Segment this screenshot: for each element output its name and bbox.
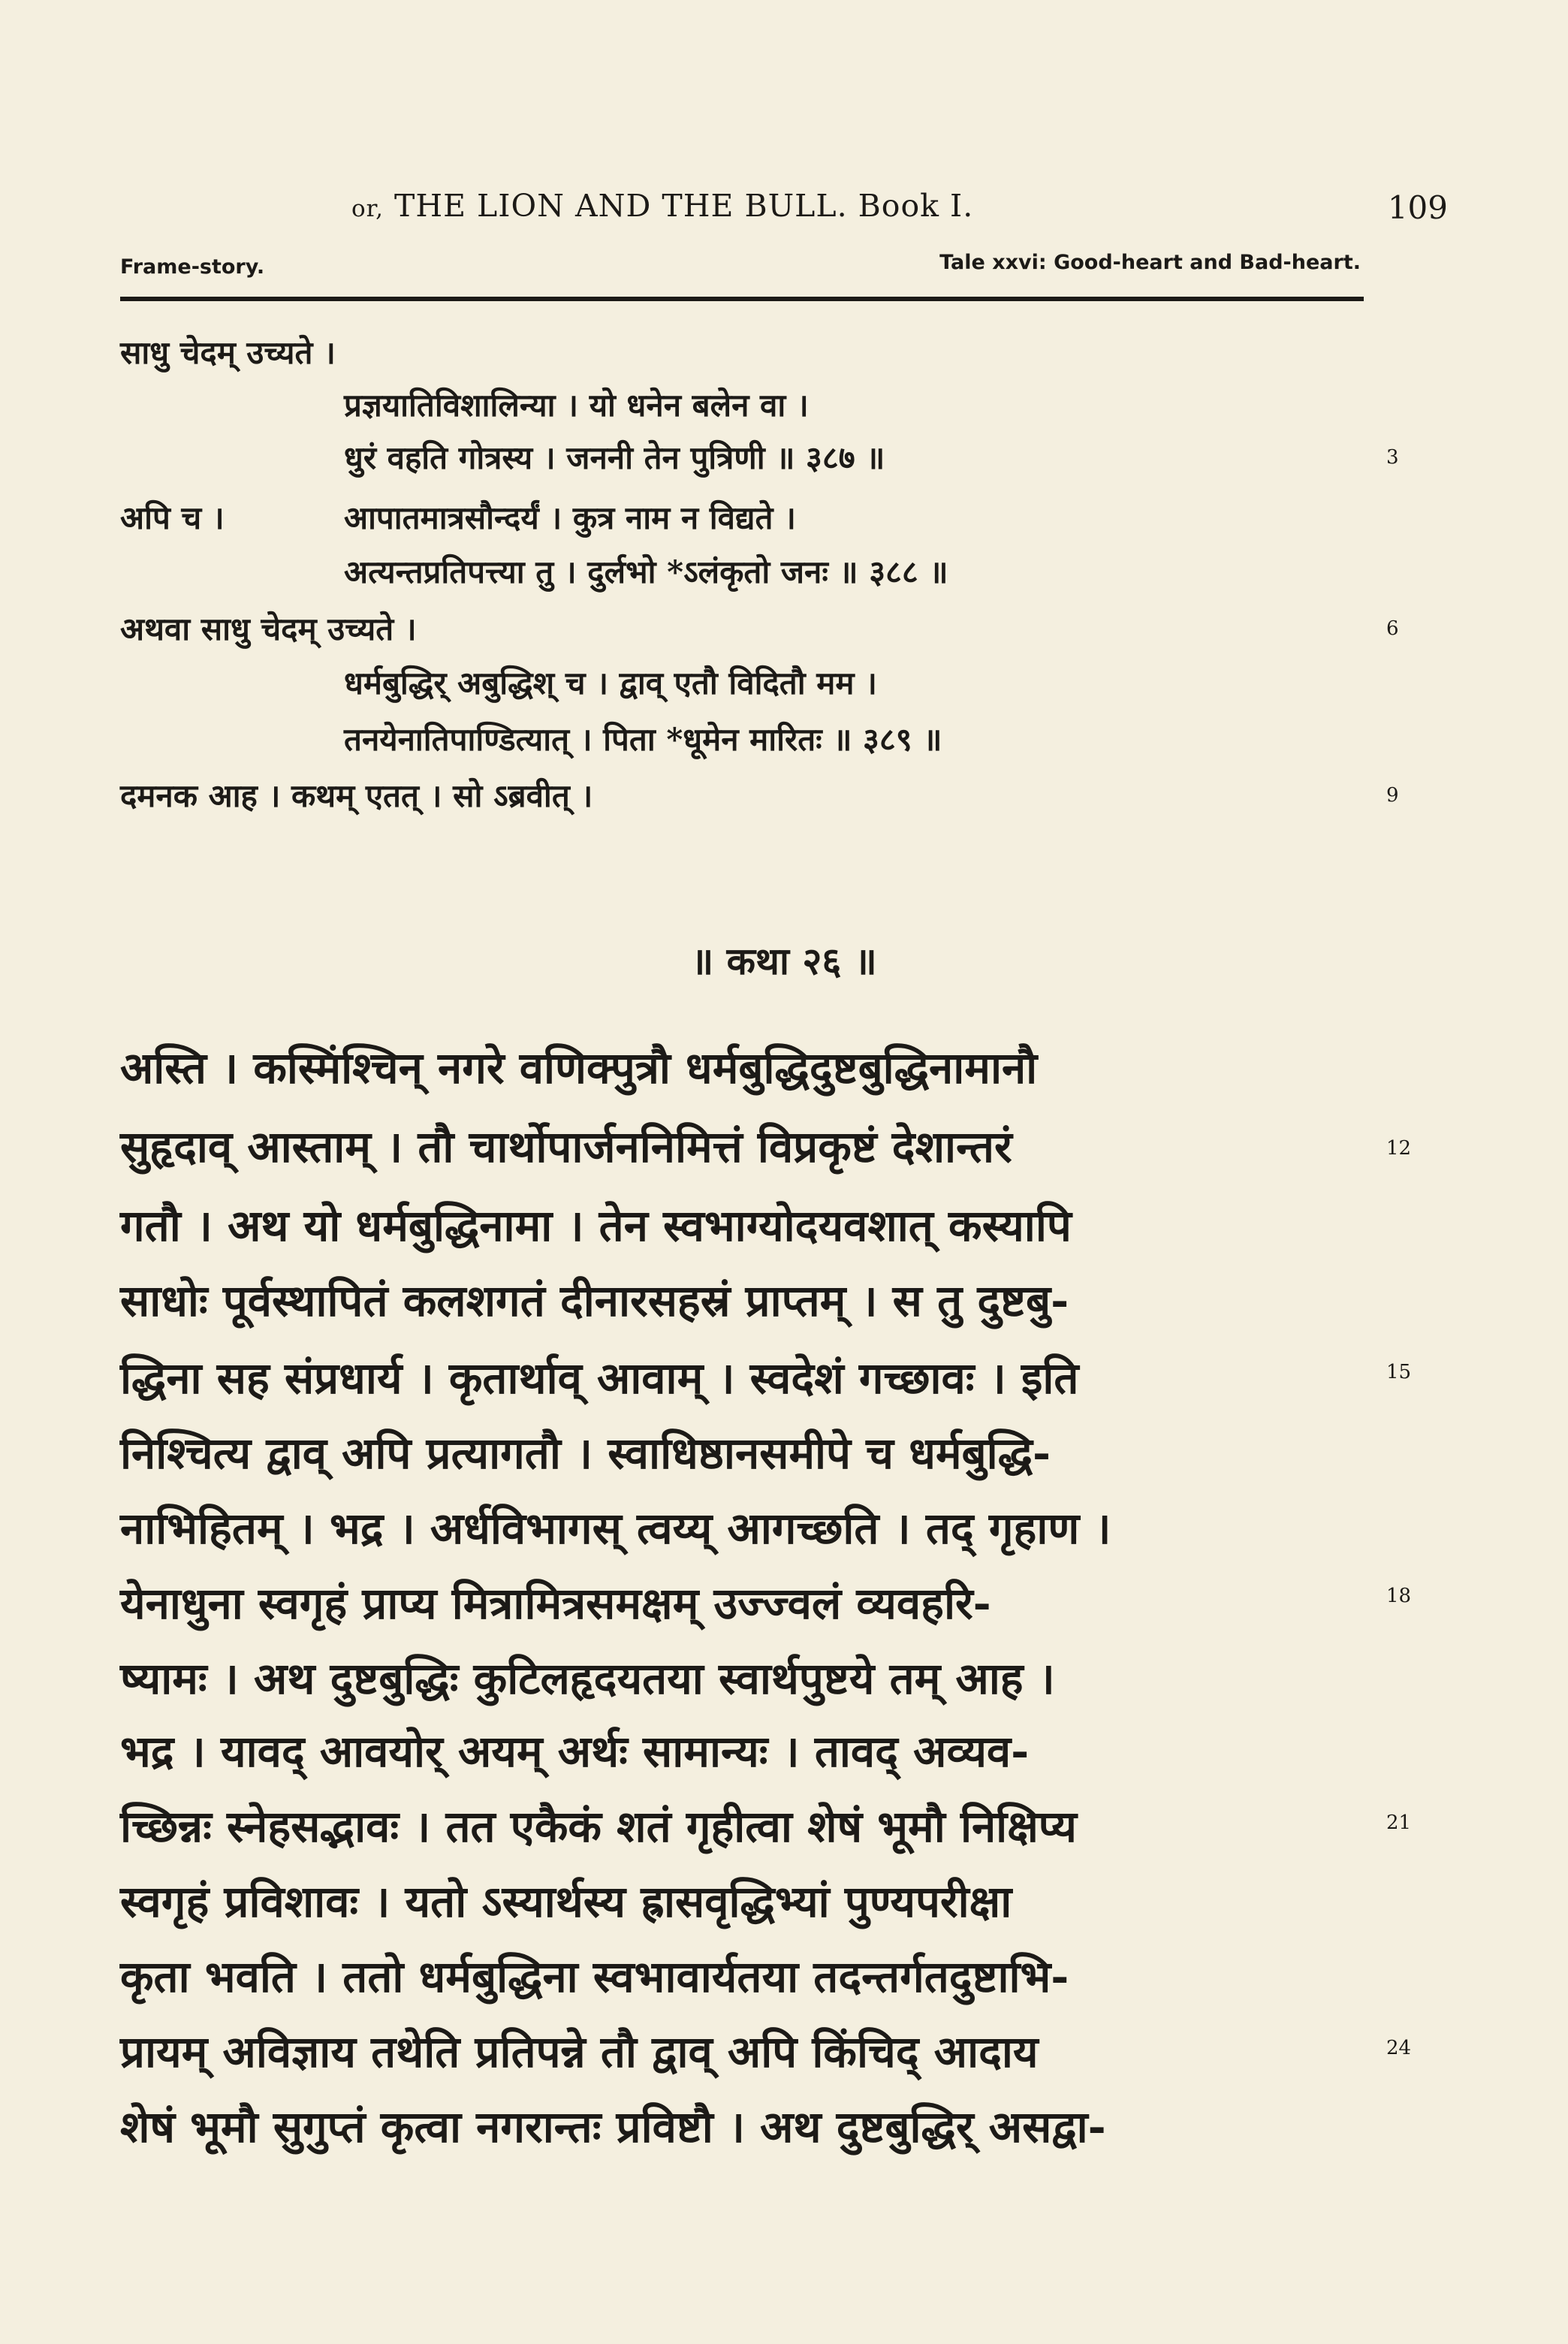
frame-verse-line: तनयेनातिपाण्डित्यात् । पिता *धूमेन मारितः ॥ ३८९ ॥ xyxy=(344,721,942,758)
frame-verse-line: आपातमात्रसौन्दर्यं । कुत्र नाम न विद्यते । xyxy=(344,499,796,536)
tale-line: नाभिहितम् । भद्र । अर्धविभागस् त्वय्य् आगच्छति । तद् गृहाण । xyxy=(120,1503,1111,1554)
tale-line: निश्चित्य द्वाव् अपि प्रत्यागतौ । स्वाधिष्ठानसमीपे च धर्मबुद्धि- xyxy=(120,1428,1051,1479)
tale-line: स्वगृहं प्रविशावः । यतो ऽस्यार्थस्य ह्रासवृद्धिभ्यां पुण्यपरीक्षा xyxy=(120,1876,1012,1927)
running-title-text: THE LION AND THE BULL. xyxy=(394,188,848,224)
book-label: Book I. xyxy=(858,188,974,224)
tale-line: सुहृदाव् आस्ताम् । तौ चार्थोपार्जननिमित्तं विप्रकृष्टं देशान्तरं xyxy=(120,1121,1012,1172)
line-number: 3 xyxy=(1386,446,1399,469)
frame-line: अपि च । xyxy=(120,499,225,536)
tale-line: द्धिना सह संप्रधार्य । कृतार्थाव् आवाम् । स्वदेशं गच्छावः । इति xyxy=(120,1353,1079,1404)
tale-heading: ॥ कथा २६ ॥ xyxy=(691,939,877,983)
tale-line: च्छिन्नः स्नेहसद्भावः । तत एकैकं शतं गृहीत्वा शेषं भूमौ निक्षिप्य xyxy=(120,1801,1077,1852)
page-number: 109 xyxy=(1387,189,1448,226)
line-number: 24 xyxy=(1386,2037,1412,2059)
section-label-left: Frame-story. xyxy=(120,255,265,279)
section-label-right: Tale xxvi: Good-heart and Bad-heart. xyxy=(939,251,1361,274)
frame-line: अथवा साधु चेदम् उच्यते । xyxy=(120,611,417,647)
tale-line: कृता भवति । ततो धर्मबुद्धिना स्वभावार्यतया तदन्तर्गतदुष्टाभि- xyxy=(120,1951,1069,2002)
tale-line: प्रायम् अविज्ञाय तथेति प्रतिपन्ने तौ द्वाव् अपि किंचिद् आदाय xyxy=(120,2026,1039,2077)
line-number: 18 xyxy=(1386,1585,1412,1607)
frame-line: साधु चेदम् उच्यते । xyxy=(120,334,336,371)
frame-verse-line: धुरं वहति गोत्रस्य । जननी तेन पुत्रिणी ॥ ३८७ ॥ xyxy=(344,439,885,476)
tale-line: भद्र । यावद् आवयोर् अयम् अर्थः सामान्यः । तावद् अव्यव- xyxy=(120,1726,1030,1777)
tale-line: साधोः पूर्वस्थापितं कलशगतं दीनारसहस्रं प्राप्तम् । स तु दुष्टबु- xyxy=(120,1275,1069,1326)
line-number: 21 xyxy=(1386,1812,1412,1834)
tale-line: शेषं भूमौ सुगुप्तं कृत्वा नगरान्तः प्रविष्टौ । अथ दुष्टबुद्धिर् असद्वा- xyxy=(120,2101,1106,2152)
running-title xyxy=(351,188,973,224)
tale-line: अस्ति । कस्मिंश्चिन् नगरे वणिक्पुत्रौ धर्मबुद्धिदुष्टबुद्धिनामानौ xyxy=(120,1042,1038,1094)
line-number: 6 xyxy=(1386,617,1399,640)
tale-line: ष्यामः । अथ दुष्टबुद्धिः कुटिलहृदयतया स्वार्थपुष्टये तम् आह । xyxy=(120,1653,1055,1704)
tale-line: येनाधुना स्वगृहं प्राप्य मित्रामित्रसमक्षम् उज्ज्वलं व्यवहरि- xyxy=(120,1578,991,1629)
frame-verse-line: अत्यन्तप्रतिपत्त्या तु । दुर्लभो *ऽलंकृतो जनः ॥ ३८८ ॥ xyxy=(344,554,948,590)
frame-verse-line: प्रज्ञयातिविशालिन्या । यो धनेन बलेन वा । xyxy=(344,387,809,424)
line-number: 9 xyxy=(1386,784,1399,807)
running-title-prefix: or, xyxy=(351,195,384,222)
frame-line: दमनक आह । कथम् एतत् । सो ऽब्रवीत् । xyxy=(120,777,593,814)
frame-verse-line: धर्मबुद्धिर् अबुद्धिश् च । द्वाव् एतौ विदितौ मम । xyxy=(344,665,877,701)
header-rule xyxy=(120,297,1364,301)
line-number: 12 xyxy=(1386,1137,1412,1160)
line-number: 15 xyxy=(1386,1361,1412,1383)
tale-line: गतौ । अथ यो धर्मबुद्धिनामा । तेन स्वभाग्योदयवशात् कस्यापि xyxy=(120,1200,1072,1251)
